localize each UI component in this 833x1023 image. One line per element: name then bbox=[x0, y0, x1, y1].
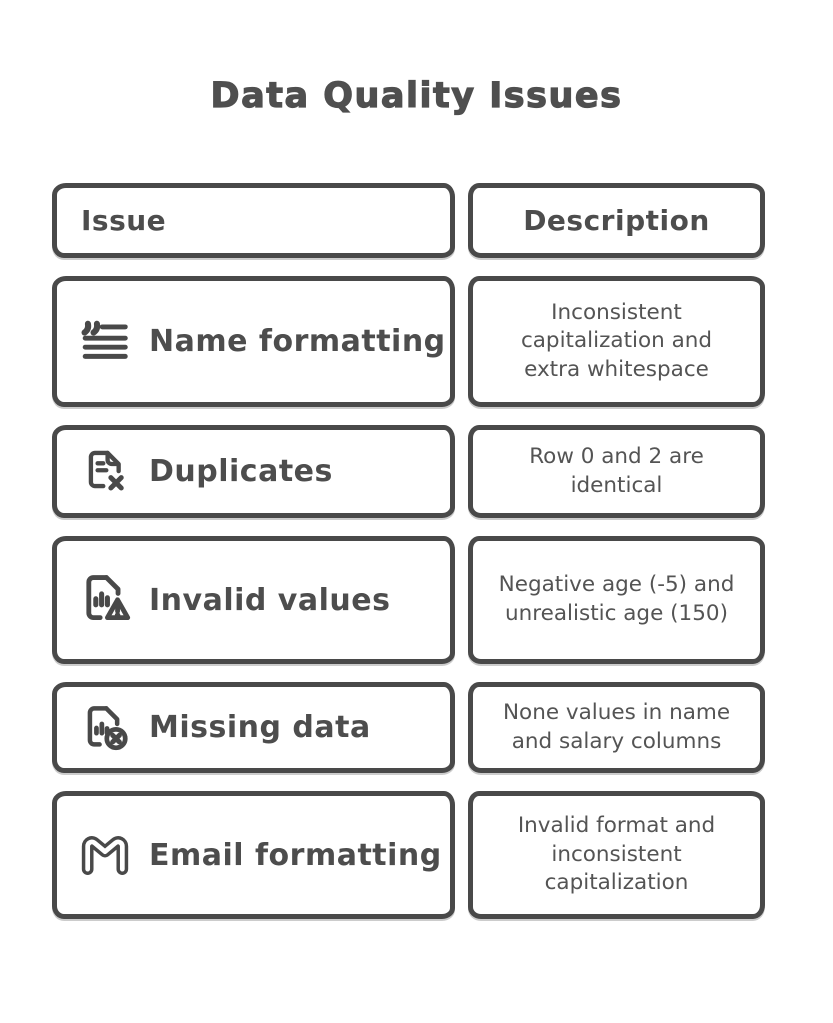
table-row-issue-missing-data bbox=[52, 682, 455, 773]
file-x-icon bbox=[71, 444, 139, 500]
issue-label: Duplicates bbox=[149, 454, 333, 489]
issues-table bbox=[52, 183, 765, 919]
description-text: None values in name and salary columns bbox=[502, 699, 731, 754]
description-text: Invalid format and inconsistent capitalization bbox=[517, 813, 716, 896]
table-row-description bbox=[468, 791, 765, 919]
email-m-icon bbox=[71, 828, 139, 882]
description-column-header: Description bbox=[523, 204, 710, 237]
file-chart-warning-icon bbox=[71, 568, 139, 632]
issue-label: Missing data bbox=[149, 710, 371, 745]
table-row-issue-name-formatting bbox=[52, 276, 455, 407]
description-text: Negative age (-5) and unrealistic age (150) bbox=[498, 572, 735, 626]
description-text: Row 0 and 2 are identical bbox=[529, 443, 704, 498]
table-row-description bbox=[468, 425, 765, 518]
description-text: Inconsistent capitalization and extra whitespace bbox=[520, 299, 713, 382]
file-chart-circle-x-icon bbox=[71, 698, 139, 758]
issue-column-header: Issue bbox=[81, 204, 167, 237]
page-title: Data Quality Issues bbox=[210, 76, 623, 116]
blockquote-icon bbox=[71, 315, 139, 369]
table-row-issue-duplicates bbox=[52, 425, 455, 518]
issue-label: Email formatting bbox=[149, 837, 442, 873]
issue-label: Name formatting bbox=[149, 324, 446, 359]
header-cell-issue bbox=[52, 183, 455, 258]
table-row-issue-invalid-values bbox=[52, 536, 455, 664]
table-row-description bbox=[468, 682, 765, 773]
issue-label: Invalid values bbox=[149, 582, 391, 618]
table-row-description bbox=[468, 276, 765, 407]
table-row-description bbox=[468, 536, 765, 664]
table-row-issue-email-formatting bbox=[52, 791, 455, 919]
header-cell-description bbox=[468, 183, 765, 258]
